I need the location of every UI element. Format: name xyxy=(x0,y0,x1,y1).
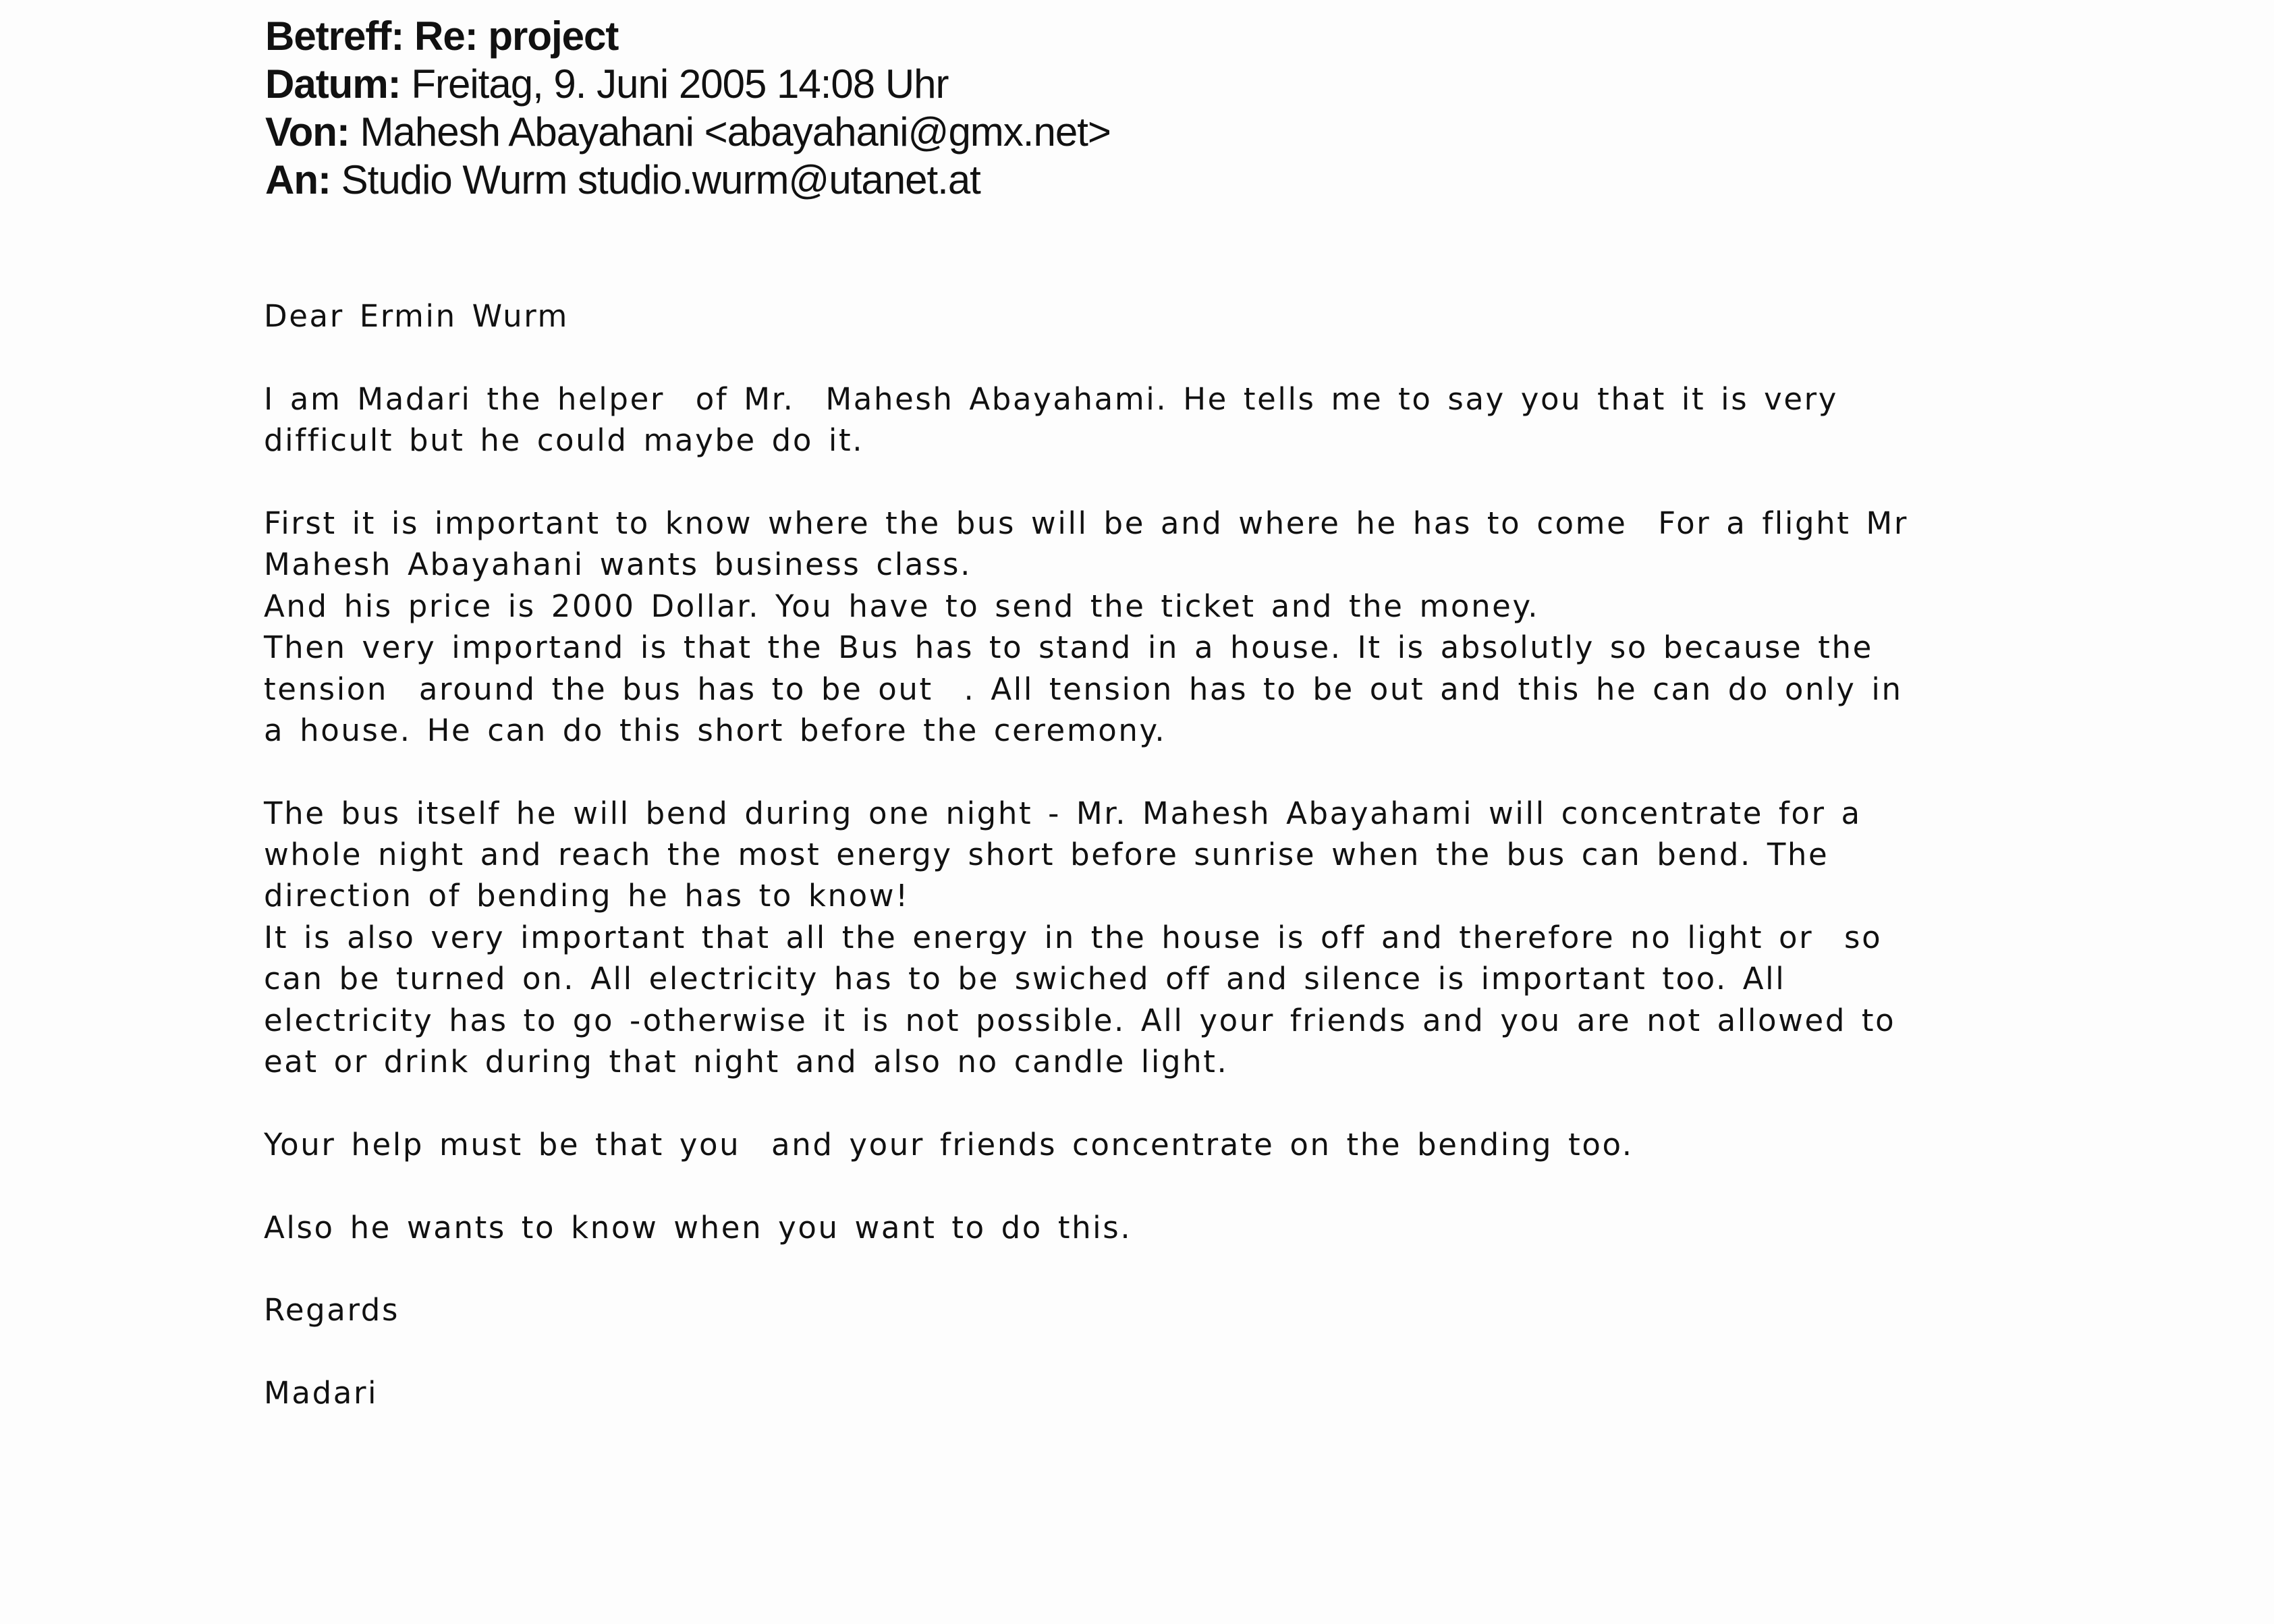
to-label: An: xyxy=(265,157,331,202)
from-value: Mahesh Abayahani <abayahani@gmx.net> xyxy=(349,109,1111,155)
body-line: tension around the bus has to be out . All tension has to be out and this he can do only in xyxy=(264,671,1903,707)
body-line: Regards xyxy=(264,1292,399,1328)
date-line xyxy=(265,60,1111,108)
to-value: Studio Wurm studio.wurm@utanet.at xyxy=(330,157,980,202)
body-line xyxy=(264,1331,1908,1372)
body-line: difficult but he could maybe do it. xyxy=(264,422,864,459)
body-line: Mahesh Abayahani wants business class. xyxy=(264,547,972,583)
body-line: electricity has to go -otherwise it is not possible. All your friends and you are not allowed to xyxy=(264,1002,1896,1038)
body-line: eat or drink during that night and also no candle light. xyxy=(264,1044,1229,1080)
body-line xyxy=(264,1248,1908,1289)
body-line: It is also very important that all the energy in the house is off and therefore no light or so xyxy=(264,919,1883,955)
body-line: Also he wants to know when you want to do this. xyxy=(264,1209,1132,1245)
subject-line xyxy=(265,12,1111,60)
body-line: And his price is 2000 Dollar. You have to send the ticket and the money. xyxy=(264,588,1540,624)
body-line: Your help must be that you and your friends concentrate on the bending too. xyxy=(264,1126,1634,1163)
email-header xyxy=(265,12,1111,204)
body-line xyxy=(264,337,1908,378)
body-line xyxy=(264,1082,1908,1123)
body-line: can be turned on. All electricity has to be swiched off and silence is important too. All xyxy=(264,961,1786,997)
subject-value: Re: project xyxy=(404,13,619,59)
body-line xyxy=(264,461,1908,503)
body-line: whole night and reach the most energy short before sunrise when the bus can bend. The xyxy=(264,837,1829,873)
body-line xyxy=(264,1165,1908,1206)
body-line: Dear Ermin Wurm xyxy=(264,298,569,334)
body-line: The bus itself he will bend during one night - Mr. Mahesh Abayahami will concentrate for a xyxy=(264,795,1862,831)
email-body xyxy=(264,296,1908,1414)
body-line: a house. He can do this short before the ceremony. xyxy=(264,712,1167,748)
subject-label: Betreff: xyxy=(265,13,404,59)
body-line: First it is important to know where the bus will be and where he has to come For a flight Mr xyxy=(264,505,1908,541)
body-line xyxy=(264,751,1908,792)
body-line: Madari xyxy=(264,1375,379,1411)
from-label: Von: xyxy=(265,109,350,155)
body-line: direction of bending he has to know! xyxy=(264,878,910,914)
from-line xyxy=(265,108,1111,156)
date-value: Freitag, 9. Juni 2005 14:08 Uhr xyxy=(400,61,949,107)
body-line: Then very importand is that the Bus has to stand in a house. It is absolutly so because the xyxy=(264,629,1873,666)
body-line: I am Madari the helper of Mr. Mahesh Abayahami. He tells me to say you that it is very xyxy=(264,381,1838,417)
to-line xyxy=(265,156,1111,204)
date-label: Datum: xyxy=(265,61,401,107)
